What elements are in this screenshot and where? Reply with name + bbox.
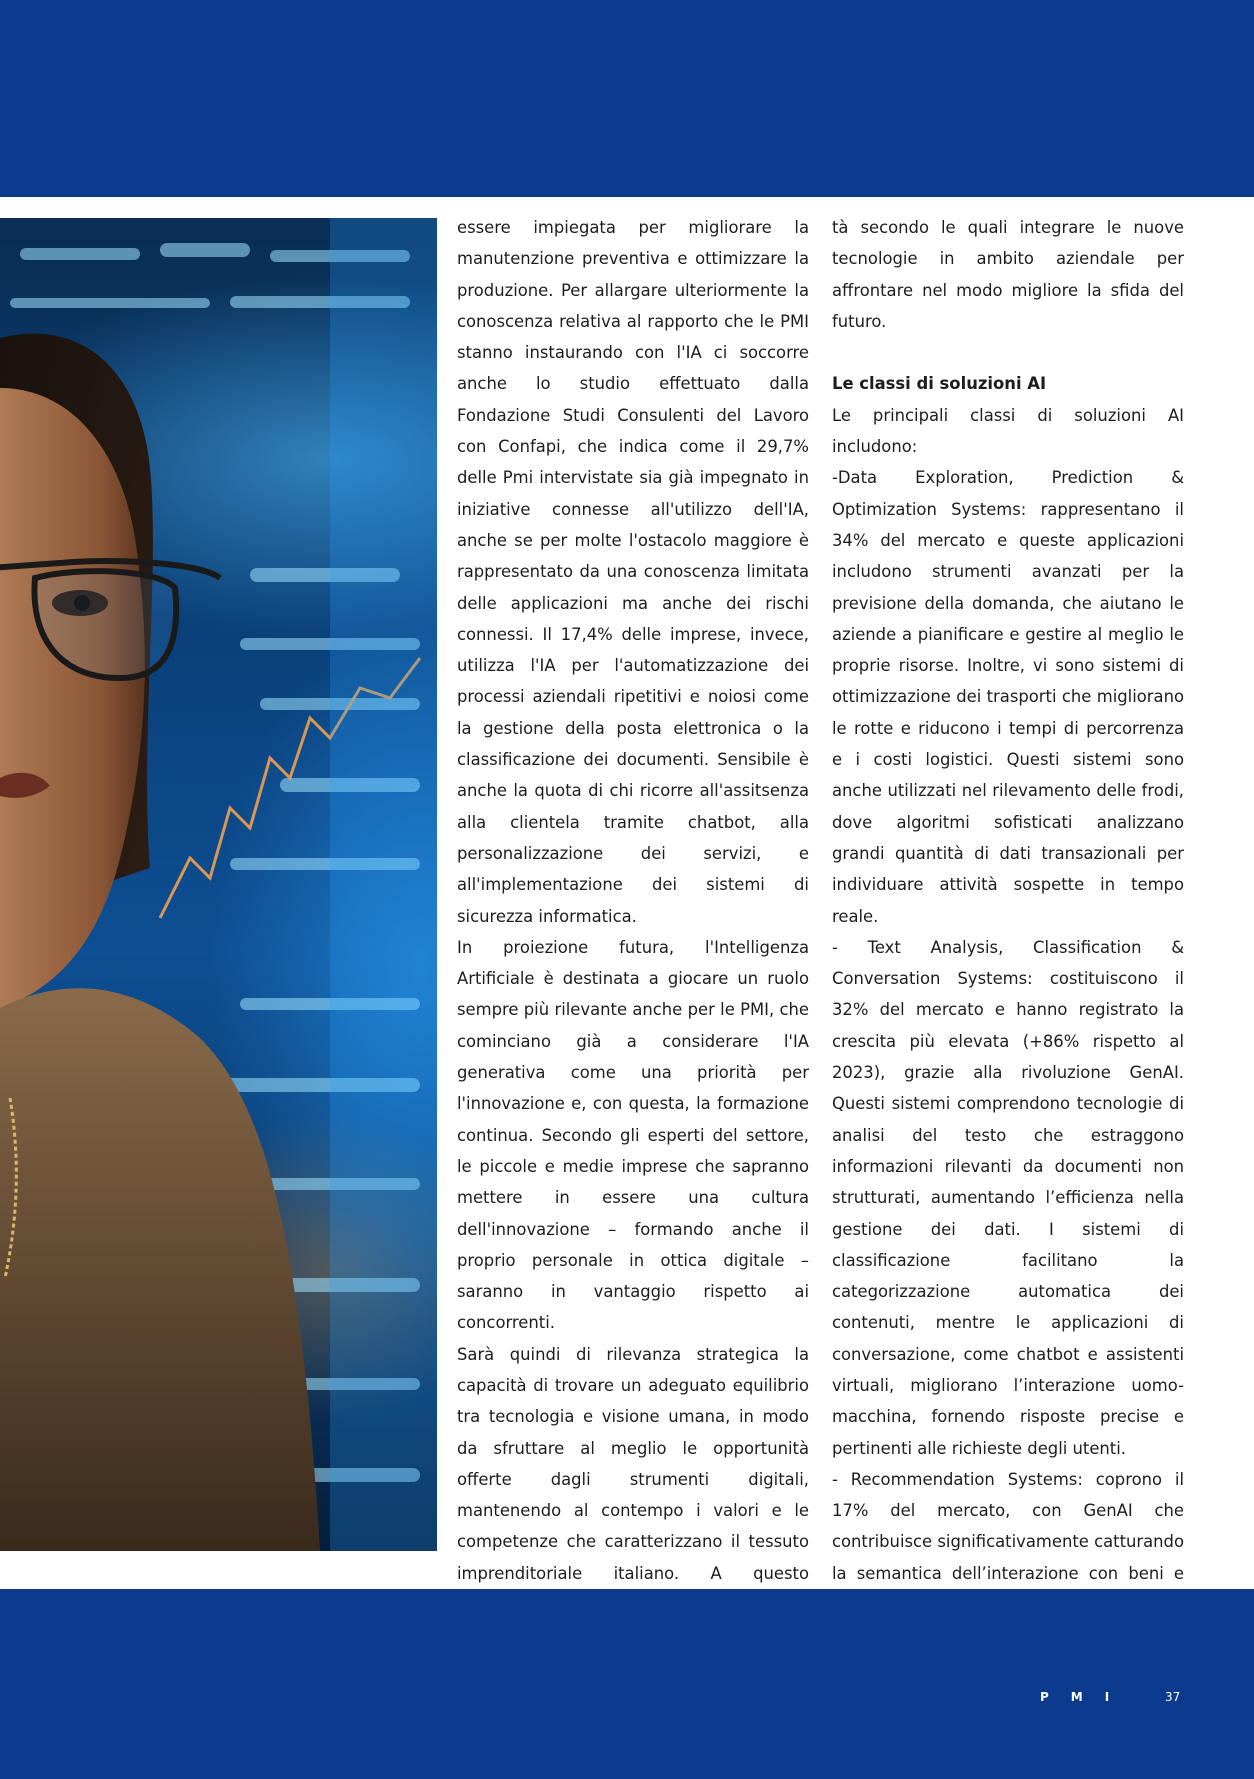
magazine-brand: PMI [1040, 1690, 1132, 1704]
article-column-2 [832, 212, 1184, 1683]
article-photo [0, 218, 437, 1551]
paragraph: Le principali classi di soluzioni AI includono: [832, 405, 1184, 457]
photo-illustration [0, 218, 437, 1551]
article-column-1 [457, 212, 809, 1652]
section-heading: Le classi di soluzioni AI [832, 374, 1047, 394]
paragraph: tà secondo le quali integrare le nuove tecnologie in ambito aziendale per affrontare nel modo migliore la sfida del futuro. [832, 218, 1184, 331]
bottom-color-band [0, 1589, 1254, 1779]
page-number: 37 [1165, 1690, 1181, 1704]
paragraph-spacer [832, 337, 1184, 368]
paragraph: In proiezione futura, l'Intelligenza Artificiale è destinata a giocare un ruolo sempre più rilevante anche per le PMI, che cominciano già a considerare l'IA generativa come una priorità per l'innovazione e, con questa, la formazione continua. Secondo gli esperti del settore, le piccole e medie imprese che sapranno mettere in essere una cultura dell'innovazione – formando anche il proprio personale in ottica digitale – saranno in vantaggio rispetto ai concorrenti. [457, 937, 809, 1333]
page-footer [1040, 1690, 1181, 1704]
paragraph: Sarà quindi di rilevanza strategica la capacità di trovare un adeguato equilibrio tra tecnologia e visione umana, in modo da sfruttare al meglio le opportunità offerte dagli strumenti digitali, mantenendo al contempo i valori e le competenze che caratterizzano il tessuto imprenditoriale italiano. A questo [457, 1344, 809, 1583]
paragraph: -Data Exploration, Prediction & Optimization Systems: rappresentano il 34% del mercato e queste applicazioni includono strumenti avanzati per la previsione della domanda, che aiutano le aziende a pianificare e gestire al meglio le proprie risorse. Inoltre, vi sono sistemi di ottimizzazione dei trasporti che migliorano le rotte e riducono i tempi di percorrenza e i costi logistici. Questi sistemi sono anche utilizzati nel rilevamento delle frodi, dove algoritmi sofisticati analizzano grandi quantità di dati transazionali per individuare attività sospette in tempo reale. [832, 468, 1184, 926]
paragraph: - Recommendation Systems: coprono il 17% del mercato, con GenAI che contribuisce significativamente catturando la semantica dell’interazione con beni e [832, 1469, 1184, 1583]
paragraph: essere impiegata per migliorare la manutenzione preventiva e ottimizzare la produzione. Per allargare ulteriormente la conoscenza relativa al rapporto che le PMI stanno instaurando con l'IA ci soccorre anche lo studio effettuato dalla Fondazione Studi Consulenti del Lavoro con Confapi, che indica come il 29,7% delle Pmi intervistate sia già impegnato in iniziative connesse all'utilizzo dell'IA, anche se per molte l'ostacolo maggiore è rappresentato da una conoscenza limitata delle applicazioni ma anche dei rischi connessi. Il 17,4% delle imprese, invece, utilizza l'IA per l'automatizzazione dei processi aziendali ripetitivi e noiosi come la gestione della posta elettronica o la classificazione dei documenti. Sensibile è anche la quota di chi ricorre all'assitsenza alla clientela tramite chatbot, alla personalizzazione dei servizi, e all'implementazione dei sistemi di sicurezza informatica. [457, 218, 809, 926]
top-color-band [0, 0, 1254, 197]
paragraph: - Text Analysis, Classification & Conversation Systems: costituiscono il 32% del mercato e hanno registrato la crescita più elevata (+86% rispetto al 2023), grazie alla rivoluzione GenAI. Questi sistemi comprendono tecnologie di analisi del testo che estraggono informazioni rilevanti da documenti non strutturati, aumentando l’efficienza nella gestione dei dati. I sistemi di classificazione facilitano la categorizzazione automatica dei contenuti, mentre le applicazioni di conversazione, come chatbot e assistenti virtuali, migliorano l’interazione uomo-macchina, fornendo risposte precise e pertinenti alle richieste degli utenti. [832, 937, 1184, 1458]
